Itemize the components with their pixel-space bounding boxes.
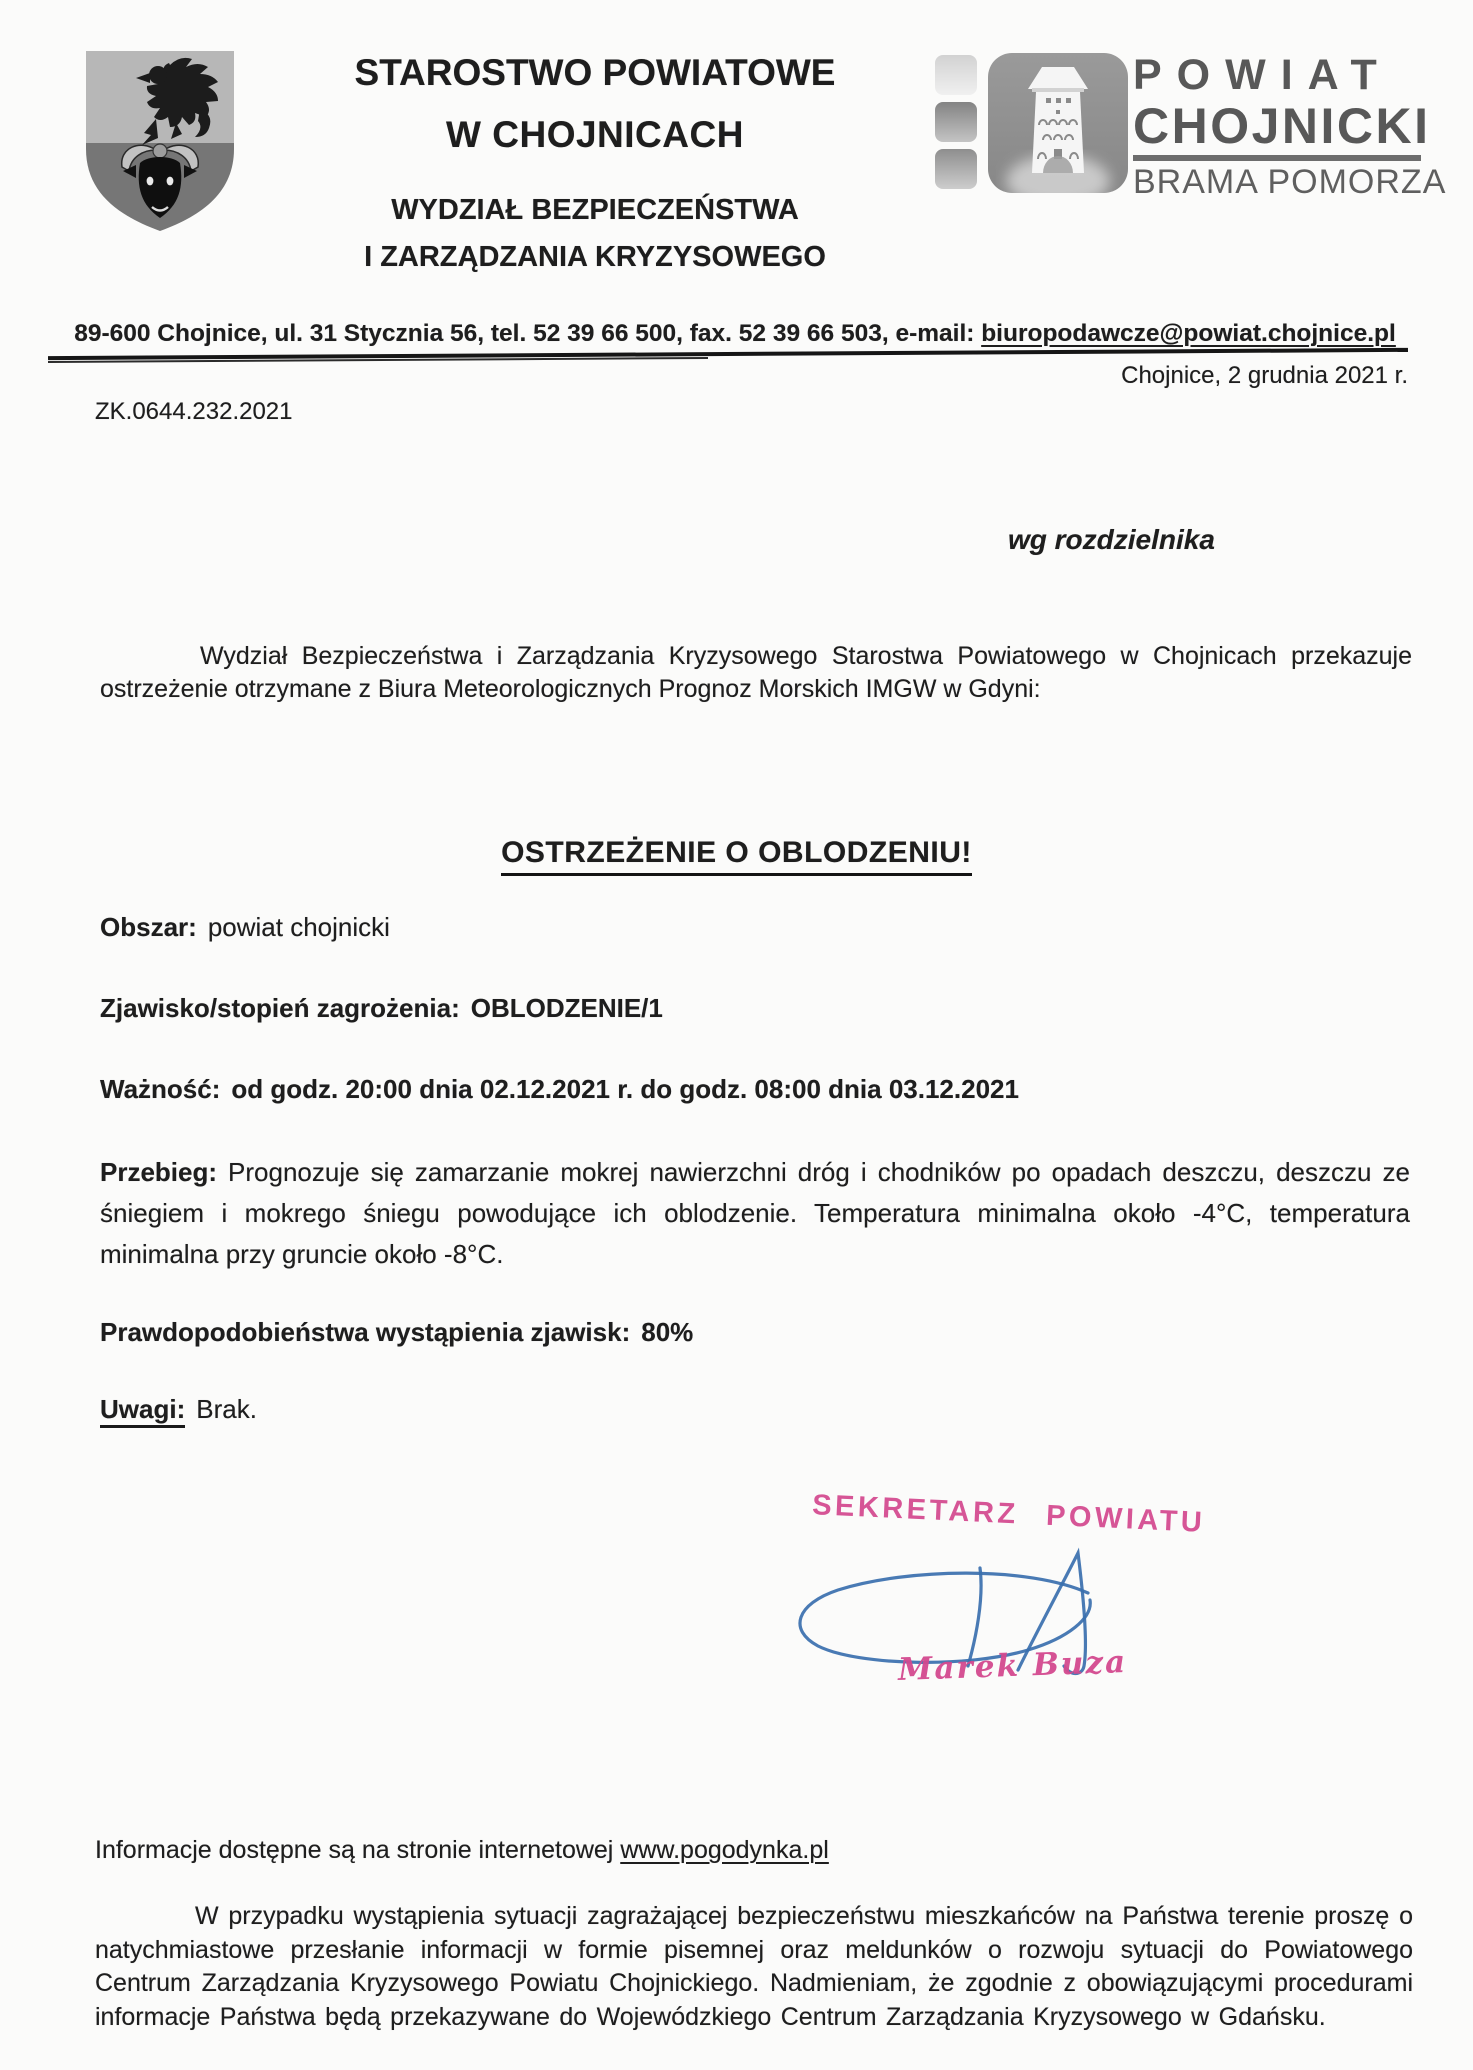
logo-brama-pomorza-text: BRAMA POMORZA: [1133, 163, 1447, 201]
dept-name-line2: I ZARZĄDZANIA KRYZYSOWEGO: [364, 241, 826, 273]
validity-line: [100, 1074, 1019, 1105]
case-number: ZK.0644.232.2021: [95, 398, 293, 425]
logo-squares-icon: [933, 55, 979, 195]
remarks-label: Uwagi:: [100, 1394, 185, 1428]
phenomenon-value: OBLODZENIE/1: [470, 993, 663, 1023]
info-line: [95, 1836, 829, 1865]
distribution-note: wg rozdzielnika: [1008, 524, 1215, 555]
probability-line: [100, 1317, 693, 1348]
course-text: Prognozuje się zamarzanie mokrej nawierzchni dróg i chodników po opadach deszczu, deszczu ze śniegiem i mokrego śniegu powodujące ich oblodzenie. Temperatura minimalna około -4°C, temperatura minimalna przy gruncie około -8°C.: [100, 1157, 1410, 1269]
phenomenon-line: [100, 993, 663, 1024]
powiat-chojnicki-logo: [1133, 50, 1447, 201]
org-name-line1: STAROSTWO POWIATOWE: [354, 52, 836, 93]
intro-paragraph: Wydział Bezpieczeństwa i Zarządzania Kryzysowego Starostwa Powiatowego w Chojnicach przekazuje ostrzeżenie otrzymane z Biura Meteorologicznych Prognoz Morskich IMGW w Gdyni:: [100, 642, 1412, 703]
chojnice-coat-of-arms-icon: [82, 46, 238, 236]
contact-line: [40, 320, 1430, 348]
signer-name-stamp: Marek Buza: [897, 1644, 1128, 1688]
pogodynka-link: www.pogodynka.pl: [620, 1836, 829, 1864]
remarks-line: [100, 1394, 257, 1425]
course-label: Przebieg:: [100, 1157, 218, 1187]
closing-paragraph: W przypadku wystąpienia sytuacji zagrażającej bezpieczeństwu mieszkańców na Państwa terenie proszę o natychmiastowe przesłanie informacji w formie pisemnej oraz meldunków o rozwoju sytuacji do Powiatowego Centrum Zarządzania Kryzysowego Powiatu Chojnickiego. Nadmieniam, że zgodnie z obowiązującymi procedurami informacje Państwa będą przekazywane do Wojewódzkiego Centrum Zarządzania Kryzysowego w Gdańsku.: [95, 1902, 1413, 2031]
logo-powiat-text: POWIAT: [1133, 51, 1392, 99]
place-and-date: Chojnice, 2 grudnia 2021 r.: [1121, 362, 1408, 389]
logo-chojnicki-text: CHOJNICKI: [1133, 98, 1431, 154]
phenomenon-label: Zjawisko/stopień zagrożenia:: [100, 993, 460, 1023]
contact-email: biuropodawcze@powiat.chojnice.pl: [981, 320, 1396, 347]
dept-name-line1: WYDZIAŁ BEZPIECZEŃSTWA: [391, 194, 799, 226]
info-text: Informacje dostępne są na stronie internetowej: [95, 1836, 621, 1864]
logo-divider: [1133, 155, 1421, 161]
stamp-title: SEKRETARZ POWIATU: [811, 1489, 1206, 1539]
validity-label: Ważność:: [100, 1074, 221, 1104]
org-name-line2: W CHOJNICACH: [446, 114, 744, 155]
course-paragraph: [100, 1152, 1410, 1275]
warning-title-row: [0, 836, 1473, 870]
header-rule: [48, 348, 1408, 360]
area-line: [100, 912, 390, 943]
probability-value: 80%: [641, 1317, 694, 1347]
area-value: powiat chojnicki: [207, 912, 390, 942]
remarks-value: Brak.: [196, 1394, 257, 1424]
warning-title: OSTRZEŻENIE O OBLODZENIU!: [501, 836, 972, 876]
probability-label: Prawdopodobieństwa wystąpienia zjawisk:: [100, 1317, 631, 1347]
area-label: Obszar:: [100, 912, 197, 942]
validity-value: od godz. 20:00 dnia 02.12.2021 r. do godz. 08:00 dnia 03.12.2021: [231, 1074, 1019, 1104]
contact-text: 89-600 Chojnice, ul. 31 Stycznia 56, tel. 52 39 66 500, fax. 52 39 66 503, e-mail:: [74, 320, 982, 347]
gate-tower-icon: [988, 53, 1128, 193]
